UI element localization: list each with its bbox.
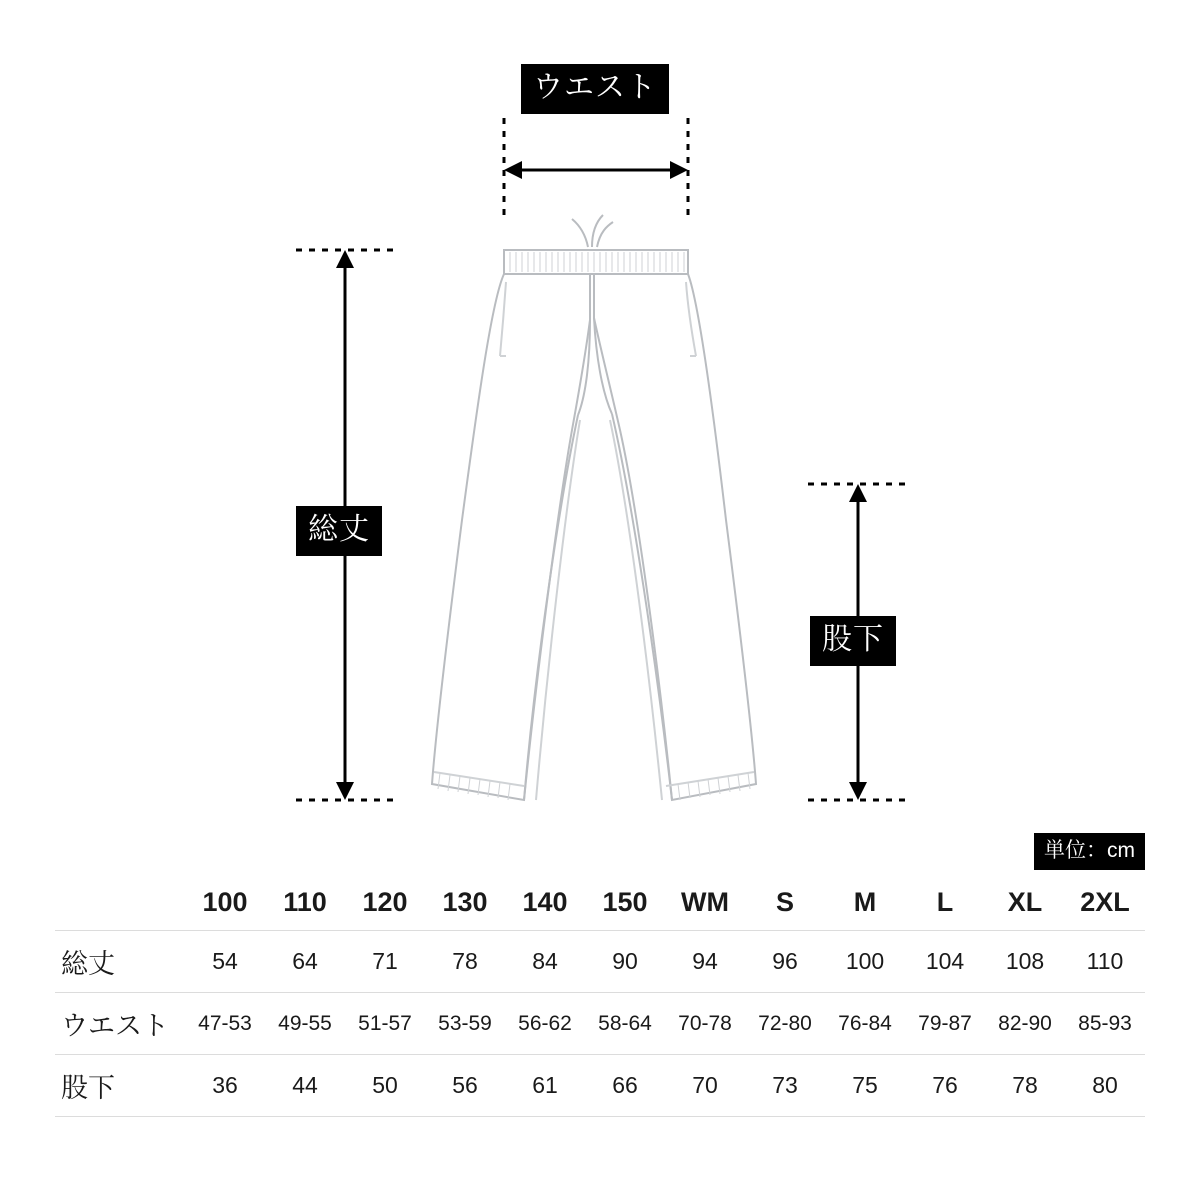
table-cell: 49-55 bbox=[265, 993, 345, 1055]
table-cell: 70 bbox=[665, 1055, 745, 1117]
table-cell: 80 bbox=[1065, 1055, 1145, 1117]
table-cell: 76 bbox=[905, 1055, 985, 1117]
table-cell: 85-93 bbox=[1065, 993, 1145, 1055]
unit-note: 単位：cm bbox=[1034, 833, 1145, 870]
size-header-cell: S bbox=[745, 874, 825, 931]
table-cell: 56 bbox=[425, 1055, 505, 1117]
table-cell: 50 bbox=[345, 1055, 425, 1117]
row-label-waist: ウエスト bbox=[55, 993, 185, 1055]
table-cell: 96 bbox=[745, 931, 825, 993]
table-cell: 70-78 bbox=[665, 993, 745, 1055]
size-header-cell: XL bbox=[985, 874, 1065, 931]
waist-measure-guide bbox=[504, 118, 688, 222]
table-cell: 53-59 bbox=[425, 993, 505, 1055]
size-header-cell: 150 bbox=[585, 874, 665, 931]
table-cell: 47-53 bbox=[185, 993, 265, 1055]
label-waist: ウエスト bbox=[521, 64, 669, 114]
row-label-total-length: 総丈 bbox=[55, 931, 185, 993]
table-cell: 78 bbox=[425, 931, 505, 993]
table-cell: 54 bbox=[185, 931, 265, 993]
size-header-cell: 140 bbox=[505, 874, 585, 931]
size-header-cell: L bbox=[905, 874, 985, 931]
table-cell: 84 bbox=[505, 931, 585, 993]
table-cell: 100 bbox=[825, 931, 905, 993]
size-header-cell: 110 bbox=[265, 874, 345, 931]
table-cell: 78 bbox=[985, 1055, 1065, 1117]
table-row bbox=[55, 1055, 1145, 1117]
table-cell: 94 bbox=[665, 931, 745, 993]
table-cell: 66 bbox=[585, 1055, 665, 1117]
table-corner-cell bbox=[55, 874, 185, 931]
table-cell: 51-57 bbox=[345, 993, 425, 1055]
table-cell: 58-64 bbox=[585, 993, 665, 1055]
table-cell: 73 bbox=[745, 1055, 825, 1117]
table-cell: 75 bbox=[825, 1055, 905, 1117]
size-header-cell: WM bbox=[665, 874, 745, 931]
table-cell: 104 bbox=[905, 931, 985, 993]
size-chart-table bbox=[55, 874, 1145, 1117]
table-cell: 36 bbox=[185, 1055, 265, 1117]
table-cell: 82-90 bbox=[985, 993, 1065, 1055]
size-header-cell: M bbox=[825, 874, 905, 931]
pants-illustration bbox=[432, 215, 756, 800]
label-total-length: 総丈 bbox=[296, 506, 382, 556]
row-label-inseam: 股下 bbox=[55, 1055, 185, 1117]
size-header-cell: 2XL bbox=[1065, 874, 1145, 931]
table-cell: 56-62 bbox=[505, 993, 585, 1055]
table-cell: 76-84 bbox=[825, 993, 905, 1055]
table-cell: 108 bbox=[985, 931, 1065, 993]
table-cell: 90 bbox=[585, 931, 665, 993]
label-inseam: 股下 bbox=[810, 616, 896, 666]
size-header-cell: 130 bbox=[425, 874, 505, 931]
table-cell: 71 bbox=[345, 931, 425, 993]
table-header-row bbox=[55, 874, 1145, 931]
table-cell: 110 bbox=[1065, 931, 1145, 993]
table-cell: 79-87 bbox=[905, 993, 985, 1055]
table-row bbox=[55, 993, 1145, 1055]
size-header-cell: 120 bbox=[345, 874, 425, 931]
size-header-cell: 100 bbox=[185, 874, 265, 931]
table-cell: 64 bbox=[265, 931, 345, 993]
table-cell: 72-80 bbox=[745, 993, 825, 1055]
table-row bbox=[55, 931, 1145, 993]
table-cell: 44 bbox=[265, 1055, 345, 1117]
table-cell: 61 bbox=[505, 1055, 585, 1117]
